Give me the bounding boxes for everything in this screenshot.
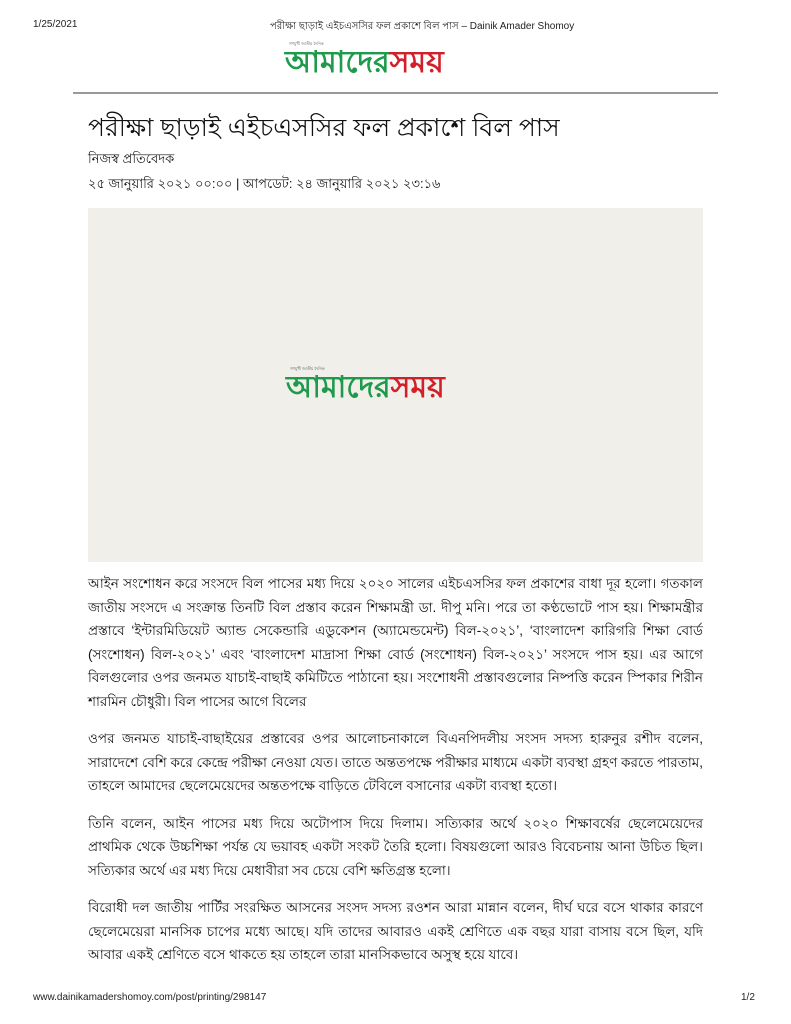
print-page-number: 1/2: [741, 992, 755, 1003]
article-author: নিজস্ব প্রতিবেদক: [88, 151, 175, 166]
header-divider: [73, 92, 718, 94]
article-paragraph: ওপর জনমত যাচাই-বাছাইয়ের প্রস্তাবের ওপর আলোচনাকালে বিএনপিদলীয় সংসদ সদস্য হারুনুর রশীদ বলেন, সারাদেশে বেশি করে কেন্দ্রে পরীক্ষা নেওয়া যেত। তাতে অন্ততপক্ষে পরীক্ষার মাধ্যমে একটা ব্যবস্থা গ্রহণ করতে পারতাম, তাহলে আমাদের ছেলেমেয়েদের অন্ততপক্ষে বাড়িতে টেবিলে বসানোর একটা ব্যবস্থা হতো।: [88, 731, 703, 793]
site-logo[interactable]: [285, 41, 444, 78]
logo-wordmark: আমাদেরসময়: [285, 45, 444, 80]
print-date: 1/25/2021: [33, 19, 78, 30]
print-url: www.dainikamadershomoy.com/post/printing/298147: [33, 992, 267, 1003]
logo-tagline: গণমুখী জাতীয় দৈনিক: [290, 366, 325, 371]
article-title: পরীক্ষা ছাড়াই এইচএসসির ফল প্রকাশে বিল পাস: [88, 114, 560, 142]
article-paragraph: তিনি বলেন, আইন পাসের মধ্য দিয়ে অটোপাস দিয়ে দিলাম। সত্যিকার অর্থে ২০২০ শিক্ষাবর্ষের ছেলেমেয়েদের প্রাথমিক থেকে উচ্চশিক্ষা পর্যন্ত যে ভয়াবহ একটা সংকট তৈরি হলো। বিষয়গুলো আরও বিবেচনায় আনা উচিত ছিল। সত্যিকার অর্থে এর মধ্য দিয়ে মেধাবীরা সব চেয়ে বেশি ক্ষতিগ্রস্ত হলো।: [88, 815, 703, 878]
logo-wordmark: আমাদেরসময়: [286, 370, 445, 405]
article-paragraph: বিরোধী দল জাতীয় পার্টির সংরক্ষিত আসনের সংসদ সদস্য রওশন আরা মান্নান বলেন, দীর্ঘ ঘরে বসে থাকার কারণে ছেলেমেয়েরা মানসিক চাপের মধ্যে আছে। যদি তাদের আবারও একই শ্রেণিতে এক বছর যারা বাসায় বসে ছিল, যদি আবার একই শ্রেণিতে বসে থাকতে হয় তাহলে তারা মানসিকভাবে অসুস্থ হয়ে যাবে।: [88, 900, 703, 962]
print-page-title: পরীক্ষা ছাড়াই এইচএসসির ফল প্রকাশে বিল পাস – Dainik Amader Shomoy: [270, 21, 575, 32]
article-paragraph: আইন সংশোধন করে সংসদে বিল পাসের মধ্য দিয়ে ২০২০ সালের এইচএসসির ফল প্রকাশের বাধা দূর হলো। গতকাল জাতীয় সংসদে এ সংক্রান্ত তিনটি বিল প্রস্তাব করেন শিক্ষামন্ত্রী ডা. দীপু মনি। পরে তা কণ্ঠভোটে পাস হয়। শিক্ষামন্ত্রীর প্রস্তাবে ‘ইন্টারমিডিয়েট অ্যান্ড সেকেন্ডারি এডুকেশন (অ্যামেন্ডমেন্ট) বিল-২০২১’, ‘বাংলাদেশ কারিগরি শিক্ষা বোর্ড (সংশোধন) বিল-২০২১’ এবং ‘বাংলাদেশ মাদ্রাসা শিক্ষা বোর্ড (সংশোধন) বিল-২০২১’ সংসদে পাস হয়। এর আগে বিলগুলোর ওপর জনমত যাচাই-বাছাই কমিটিতে পাঠানো হয়। সংশোধনী প্রস্তাবগুলোর নিষ্পত্তি করেন স্পিকার শিরীন শারমিন চৌধুরী। বিল পাসের আগে বিলের: [88, 576, 703, 709]
article-image-placeholder: [88, 208, 703, 562]
article-dateline: ২৫ জানুয়ারি ২০২১ ০০:০০ | আপডেট: ২৪ জানুয়ারি ২০২১ ২৩:১৬: [88, 176, 441, 191]
logo-tagline: গণমুখী জাতীয় দৈনিক: [289, 41, 324, 46]
article-body: [88, 572, 703, 981]
placeholder-logo: [286, 366, 445, 403]
